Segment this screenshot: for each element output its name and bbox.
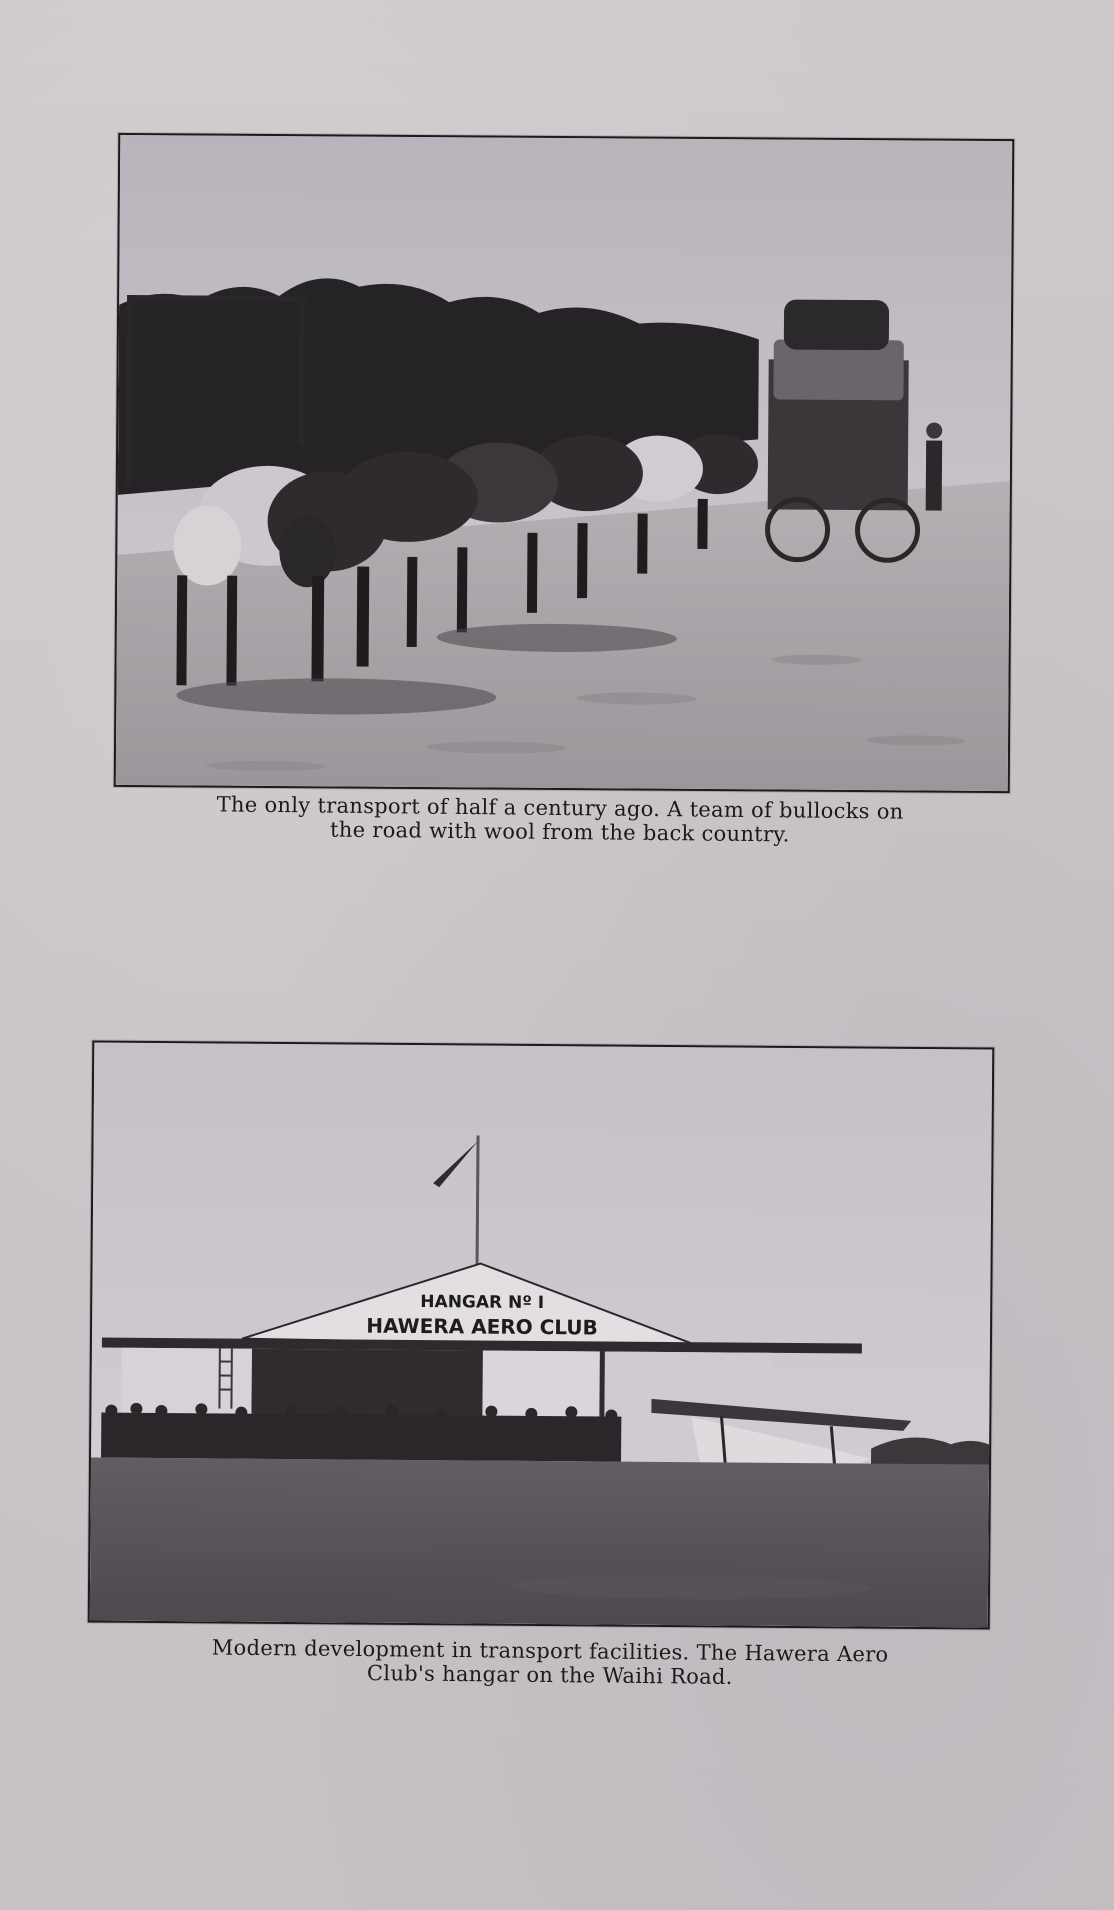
caption-line: the road with wool from the back country.: [329, 817, 790, 847]
bullock-team-photo: [114, 133, 1015, 793]
caption-line: The only transport of half a century ago. A team of bullocks on: [216, 792, 904, 824]
hangar-image: [90, 1042, 993, 1627]
hangar-sign-line: HAWERA AERO CLUB: [366, 1313, 598, 1340]
bullock-team-image: [116, 135, 1013, 791]
caption-line: Modern development in transport facilities. The Hawera Aero: [211, 1635, 889, 1667]
caption-line: Club's hangar on the Waihi Road.: [366, 1661, 733, 1689]
bullock-photo-caption: [120, 791, 1000, 848]
aero-club-hangar-photo: [88, 1040, 995, 1629]
hangar-photo-caption: [110, 1634, 990, 1691]
hangar-sign-line: HANGAR Nº I: [420, 1292, 545, 1314]
